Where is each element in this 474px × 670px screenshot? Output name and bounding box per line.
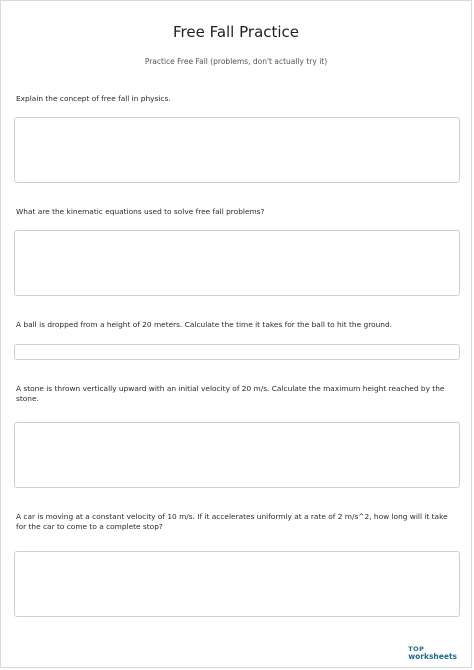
question-2-text: What are the kinematic equations used to solve free fall problems? — [16, 207, 265, 216]
question-5-text: A car is moving at a constant velocity of 10 m/s. If it accelerates uniformly at a rate of 2 m/s^2, how long will it take for the car to come to a complete stop? — [16, 512, 448, 531]
answer-box-1[interactable] — [14, 117, 460, 183]
question-3-text: A ball is dropped from a height of 20 meters. Calculate the time it takes for the ball to hit the ground. — [16, 320, 393, 329]
answer-box-5[interactable] — [14, 551, 460, 617]
top-worksheets-logo — [408, 646, 457, 660]
logo-line-worksheets: worksheets — [408, 652, 457, 661]
answer-box-3[interactable] — [14, 344, 460, 360]
worksheet-title: Free Fall Practice — [172, 23, 300, 41]
answer-box-2[interactable] — [14, 230, 460, 296]
worksheet-subtitle: Practice Free Fall (problems, don't actually try it) — [144, 57, 328, 66]
question-1-text: Explain the concept of free fall in physics. — [16, 94, 171, 103]
question-4-text: A stone is thrown vertically upward with an initial velocity of 20 m/s. Calculate the maximum height reached by the stone. — [16, 384, 445, 403]
logo-line-top: TOP — [408, 645, 425, 653]
answer-box-4[interactable] — [14, 422, 460, 488]
